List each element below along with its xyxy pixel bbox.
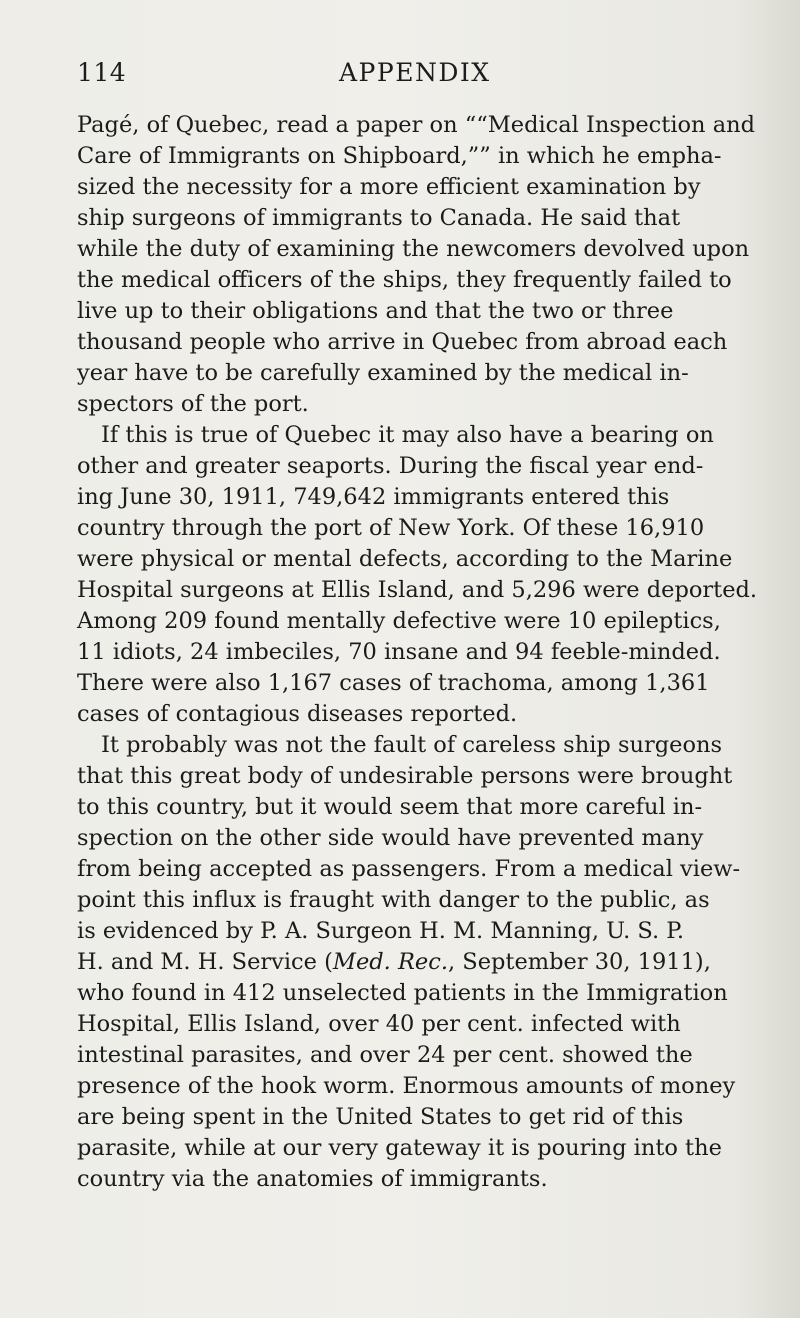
text-line: parasite, while at our very gateway it is pouring into the (77, 1135, 722, 1161)
paragraph-start-line: It probably was not the fault of careless ship surgeons (101, 732, 723, 758)
journal-citation: Med. Rec. (332, 949, 448, 975)
text-line: from being accepted as passengers. From a medical view- (77, 856, 741, 882)
text-line: other and greater seaports. During the fiscal year end- (77, 453, 704, 479)
text-line: were physical or mental defects, according to the Marine (77, 546, 733, 572)
text-line: year have to be carefully examined by the medical in- (77, 360, 689, 386)
text-line: the medical officers of the ships, they frequently failed to (77, 267, 732, 293)
text-line: live up to their obligations and that the two or three (77, 298, 674, 324)
text-line: spection on the other side would have prevented many (77, 825, 704, 851)
text-segment: H. and M. H. Service ( (77, 949, 333, 975)
page-header (77, 58, 777, 92)
text-line: intestinal parasites, and over 24 per cent. showed the (77, 1042, 693, 1068)
text-line: presence of the hook worm. Enormous amounts of money (77, 1073, 736, 1099)
text-line: sized the necessity for a more efficient examination by (77, 174, 701, 200)
text-line: ship surgeons of immigrants to Canada. He said that (77, 205, 681, 231)
running-head: APPENDIX (339, 58, 491, 87)
body-text (77, 110, 787, 1195)
text-line: Care of Immigrants on Shipboard,”” in which he empha- (77, 143, 722, 169)
text-line: are being spent in the United States to get rid of this (77, 1104, 684, 1130)
text-line: country via the anatomies of immigrants. (77, 1166, 548, 1192)
text-line: to this country, but it would seem that more careful in- (77, 794, 703, 820)
text-segment: , September 30, 1911), (447, 949, 711, 975)
text-line: Among 209 found mentally defective were 10 epileptics, (77, 608, 721, 634)
text-line: Pagé, of Quebec, read a paper on ““Medical Inspection and (77, 112, 756, 138)
text-line: that this great body of undesirable persons were brought (77, 763, 733, 789)
text-line-with-citation (77, 947, 787, 978)
text-line: There were also 1,167 cases of trachoma, among 1,361 (77, 670, 710, 696)
text-line: Hospital, Ellis Island, over 40 per cent. infected with (77, 1011, 681, 1037)
text-line: spectors of the port. (77, 391, 309, 417)
text-line: point this influx is fraught with danger to the public, as (77, 887, 710, 913)
text-line: country through the port of New York. Of these 16,910 (77, 515, 705, 541)
text-line: who found in 412 unselected patients in the Immigration (77, 980, 728, 1006)
text-line: thousand people who arrive in Quebec from abroad each (77, 329, 728, 355)
text-line: 11 idiots, 24 imbeciles, 70 insane and 94 feeble-minded. (77, 639, 721, 665)
text-line: cases of contagious diseases reported. (77, 701, 518, 727)
text-line: is evidenced by P. A. Surgeon H. M. Manning, U. S. P. (77, 918, 685, 944)
paragraph-start-line: If this is true of Quebec it may also have a bearing on (101, 422, 714, 448)
text-line: ing June 30, 1911, 749,642 immigrants entered this (77, 484, 670, 510)
text-line: while the duty of examining the newcomers devolved upon (77, 236, 750, 262)
text-line: Hospital surgeons at Ellis Island, and 5,296 were deported. (77, 577, 758, 603)
page-number: 114 (77, 58, 127, 87)
